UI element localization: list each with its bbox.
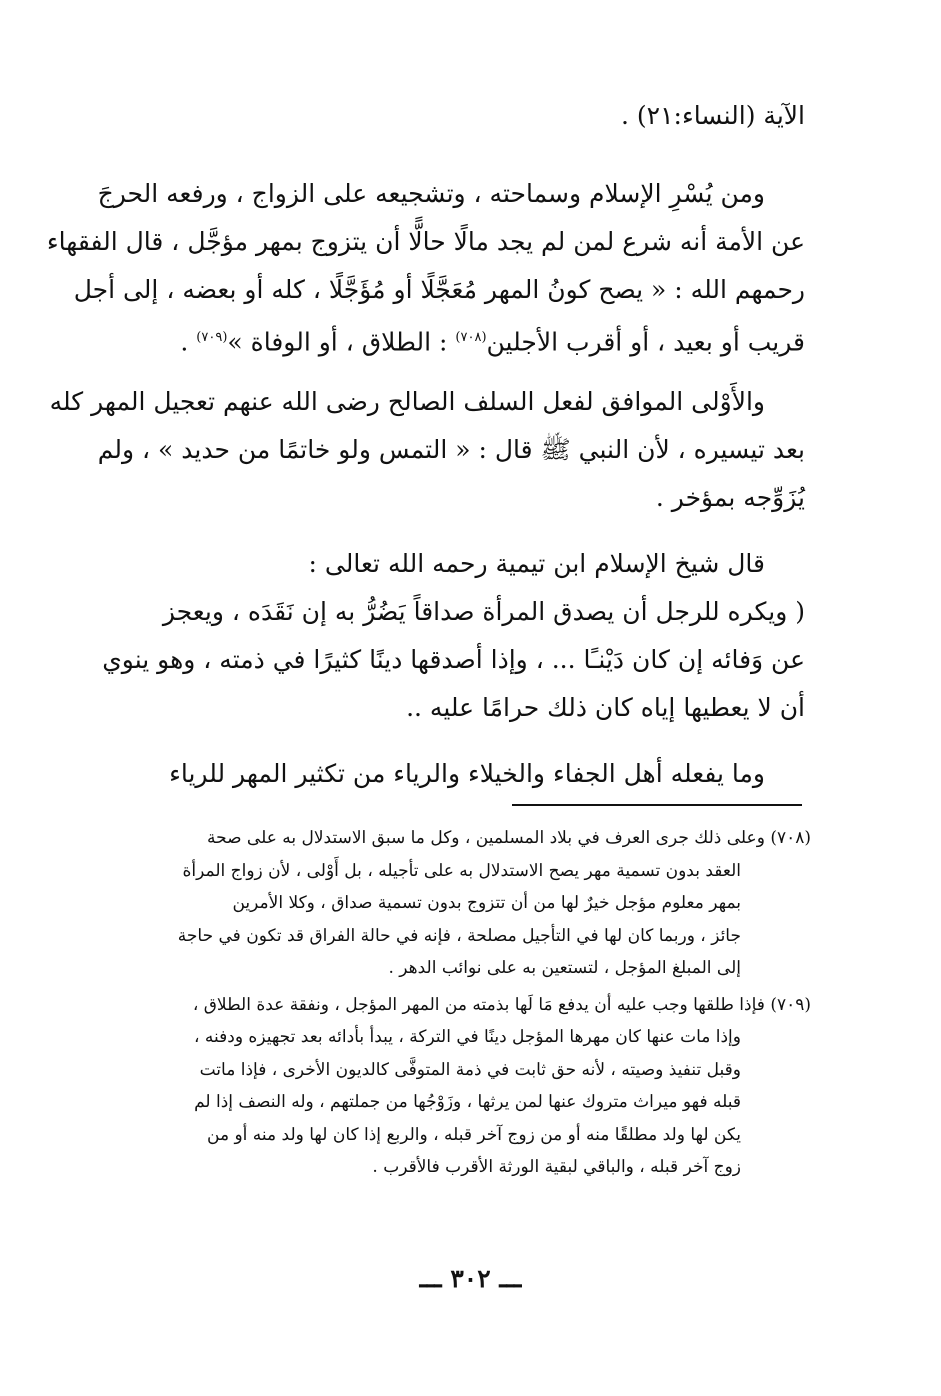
footnote-line: بمهر معلوم مؤجل خيرٌ لها من أن تتزوج بدون تسمية صداق ، وكلا الأمرين (232, 893, 741, 913)
text-line: عن الأمة أنه شرع لمن لم يجد مالًا حالًّا أن يتزوج بمهر مؤجَّل ، قال الفقهاء (46, 227, 805, 256)
footnote-line: وقبل تنفيذ وصيته ، لأنه حق ثابت في ذمة المتوفَّى كالديون الأخرى ، فإذا ماتت (199, 1059, 741, 1080)
text-line: بعد تيسيره ، لأن النبي ﷺ قال : « التمس ولو خاتمًا من حديد » ، ولم (97, 435, 805, 465)
footnote-line: جائز ، وربما كان لها في التأجيل مصلحة ، فإنه في حالة الفراق قد تكون في حاجة (177, 925, 741, 946)
main-text (46, 92, 805, 798)
footnote-708 (135, 822, 811, 985)
footnote-separator (512, 804, 802, 806)
footnote-line: زوج آخر قبله ، والباقي لبقية الورثة الأقرب فالأقرب . (372, 1157, 741, 1177)
footnote-line: العقد بدون تسمية مهر يصح الاستدلال به على تأجيله ، بل أَوْلى ، لأن زواج المرأة (182, 860, 741, 881)
paragraph-quotation (102, 588, 805, 732)
text-line: وما يفعله أهل الجفاء والخيلاء والرياء من تكثير المهر للرياء (169, 759, 765, 789)
footnote-line: إلى المبلغ المؤجل ، لتستعين به على نوائب الدهر . (388, 958, 741, 978)
footnote-line (135, 822, 811, 855)
text-line: رحمهم الله : « يصح كونُ المهر مُعَجَّلًا أو مُؤَجَّلًا ، كله أو بعضه ، إلى أجل (73, 275, 805, 304)
footnote-text: وعلى ذلك جرى العرف في بلاد المسلمين ، وكل ما سبق الاستدلال به على صحة (206, 828, 765, 848)
paragraph-ibn-taymiyya-intro (135, 540, 805, 588)
text-line: ( ويكره للرجل أن يصدق المرأة صداقاً يَضُرُّ به إن نَقَدَه ، ويعجز (162, 597, 805, 627)
text-line: ومن يُسْرِ الإسلام وسماحته ، وتشجيعه على الزواج ، ورفعه الحرجَ (97, 179, 765, 208)
footnote-text: فإذا طلقها وجب عليه أن يدفع مَا لَها بذمته من المهر المؤجل ، ونفقة عدة الطلاق ، (192, 994, 765, 1015)
footnote-ref-709: (٧٠٩) (196, 330, 228, 345)
text-line: يُزَوِّجه بمؤخر . (655, 483, 805, 513)
footnote-line: يكن لها ولد مطلقًا منه أو من زوج آخر قبله ، والربع إذا كان لها ولد منه أو من (207, 1124, 741, 1145)
verse-reference-line (135, 92, 805, 140)
text-segment: : الطلاق ، أو الوفاة » (227, 327, 448, 357)
page-number: ـــ ٣٠٢ ـــ (419, 1264, 522, 1293)
footnote-number: (٧٠٨) (770, 828, 811, 848)
text-line: الآية (النساء:٢١) . (621, 101, 805, 130)
paragraph-deferred-dowry (46, 170, 805, 366)
footnote-line: وإذا مات عنها كان مهرها المؤجل دينًا في التركة ، يبدأ بأدائه بعد تجهيزه ودفنه ، (193, 1027, 741, 1047)
paragraph-hastening-dowry (49, 378, 805, 522)
text-line: قال شيخ الإسلام ابن تيمية رحمه الله تعالى : (308, 549, 765, 579)
footnote-line (135, 989, 811, 1022)
text-line (135, 314, 805, 366)
text-line: والأَوْلى الموافق لفعل السلف الصالح رضى الله عنهم تعجيل المهر كله (49, 387, 765, 417)
footnote-number: (٧٠٩) (770, 994, 811, 1015)
text-line: أن لا يعطيها إياه كان ذلك حرامًا عليه .. (406, 693, 805, 723)
footnote-709 (135, 989, 811, 1184)
text-line: عن وَفائه إن كان دَيْنـًا ... ، وإذا أصدقها دينًا كثيرًا في ذمته ، وهو ينوي (102, 645, 805, 675)
footnote-line: قبله فهو ميراث متروك عنها لمن يرثها ، وزَوْجُها من جملتهم ، وله النصف إذا لم (194, 1092, 741, 1112)
text-segment: قريب أو بعيد ، أو أقرب الأجلين (486, 327, 805, 357)
footnote-ref-708: (٧٠٨) (455, 330, 487, 345)
footnotes (135, 822, 811, 1188)
paragraph-continuation (135, 750, 805, 798)
text-segment: . (180, 327, 189, 357)
